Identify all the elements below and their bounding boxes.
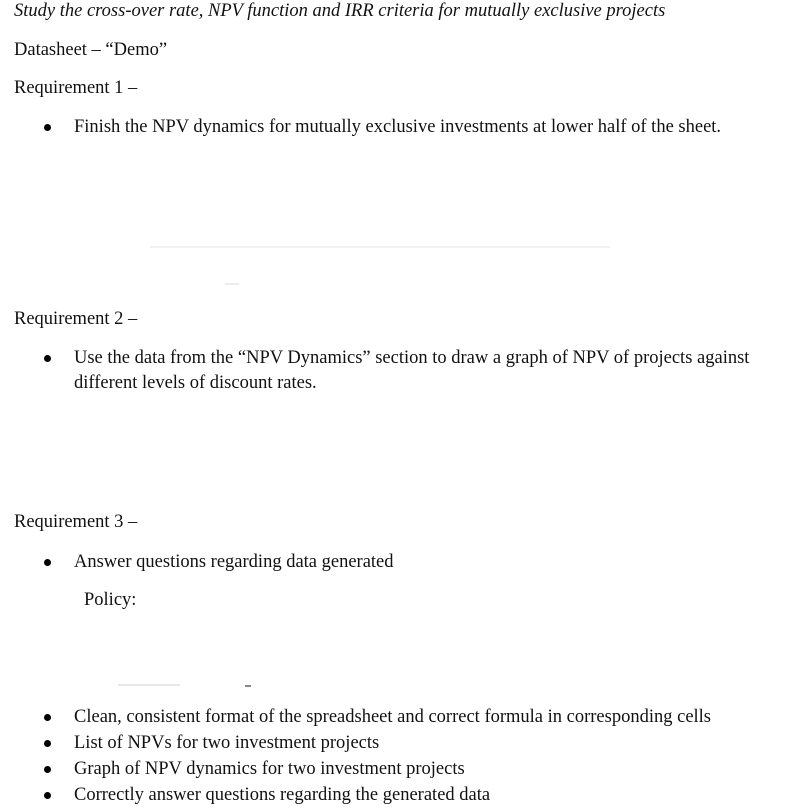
policy-label: Policy: [84,590,137,610]
bullet-marker [44,740,51,747]
document-title: Study the cross-over rate, NPV function and IRR criteria for mutually exclusive projects [14,1,666,21]
requirement-2-bullet-line-2: different levels of discount rates. [74,373,317,393]
scan-artifact [225,283,239,285]
requirement-3-heading: Requirement 3 – [14,512,138,532]
requirement-2-heading: Requirement 2 – [14,309,138,329]
scan-artifact [150,246,610,248]
requirement-1-bullet: Finish the NPV dynamics for mutually exclusive investments at lower half of the sheet. [74,117,722,137]
requirement-1-heading: Requirement 1 – [14,78,138,98]
datasheet-label: Datasheet – “Demo” [14,40,168,60]
requirement-2-bullet-line-1: Use the data from the “NPV Dynamics” section to draw a graph of NPV of projects against [74,348,750,368]
policy-item-4: Correctly answer questions regarding the generated data [74,785,491,805]
bullet-marker [44,766,51,773]
scan-artifact [245,685,251,687]
bullet-marker [44,559,51,566]
bullet-marker [44,124,51,131]
bullet-marker [44,355,51,362]
policy-item-2: List of NPVs for two investment projects [74,733,380,753]
bullet-marker [44,792,51,799]
bullet-marker [44,714,51,721]
scan-artifact [118,684,180,686]
requirement-3-bullet: Answer questions regarding data generated [74,552,394,572]
policy-item-3: Graph of NPV dynamics for two investment projects [74,759,465,779]
policy-item-1: Clean, consistent format of the spreadsheet and correct formula in corresponding cells [74,707,712,727]
